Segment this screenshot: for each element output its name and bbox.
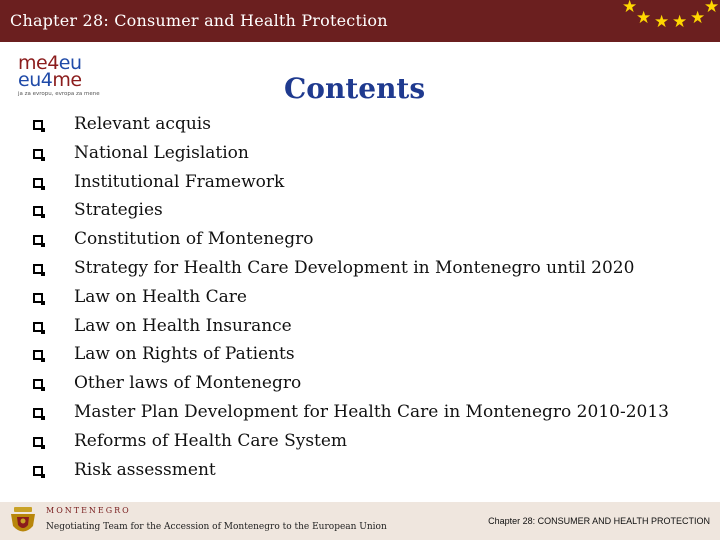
logo-line-1: me4eu [18, 52, 82, 74]
slide-title: Chapter 28: Consumer and Health Protection [10, 11, 388, 30]
checkbox-bullet-icon [33, 120, 43, 130]
list-item: Law on Health Insurance [30, 313, 710, 342]
list-item: Relevant acquis [30, 111, 710, 140]
checkbox-bullet-icon [33, 178, 43, 188]
footer-bar [0, 502, 720, 540]
list-item: Constitution of Montenegro [30, 226, 710, 255]
checkbox-bullet-icon [33, 264, 43, 274]
checkbox-bullet-icon [33, 408, 43, 418]
list-item: Reforms of Health Care System [30, 428, 710, 457]
list-item: Risk assessment [30, 457, 710, 486]
footer-chapter: Chapter 28: CONSUMER AND HEALTH PROTECTION [488, 516, 710, 526]
montenegro-coat-of-arms-icon [8, 506, 38, 538]
me4eu-logo [14, 54, 114, 100]
logo-line-2: eu4me [18, 69, 82, 91]
list-item: Other laws of Montenegro [30, 370, 710, 399]
list-item: Strategy for Health Care Development in Montenegro until 2020 [30, 255, 710, 284]
footer-country: MONTENEGRO [46, 506, 131, 515]
list-item: Master Plan Development for Health Care in Montenegro 2010-2013 [30, 399, 710, 428]
contents-heading: Contents [284, 72, 426, 105]
list-item: Institutional Framework [30, 169, 710, 198]
title-bar [0, 0, 720, 42]
checkbox-bullet-icon [33, 437, 43, 447]
logo-tagline: ja za evropu, evropa za mene [18, 91, 100, 97]
checkbox-bullet-icon [33, 149, 43, 159]
contents-list [30, 111, 710, 485]
checkbox-bullet-icon [33, 235, 43, 245]
checkbox-bullet-icon [33, 350, 43, 360]
eu-stars-icon: ★ ★ ★ ★ ★ ★ [622, 0, 720, 32]
list-item: National Legislation [30, 140, 710, 169]
footer-team: Negotiating Team for the Accession of Montenegro to the European Union [46, 522, 387, 532]
checkbox-bullet-icon [33, 379, 43, 389]
checkbox-bullet-icon [33, 293, 43, 303]
list-item: Strategies [30, 197, 710, 226]
list-item: Law on Rights of Patients [30, 341, 710, 370]
checkbox-bullet-icon [33, 206, 43, 216]
list-item: Law on Health Care [30, 284, 710, 313]
checkbox-bullet-icon [33, 466, 43, 476]
checkbox-bullet-icon [33, 322, 43, 332]
